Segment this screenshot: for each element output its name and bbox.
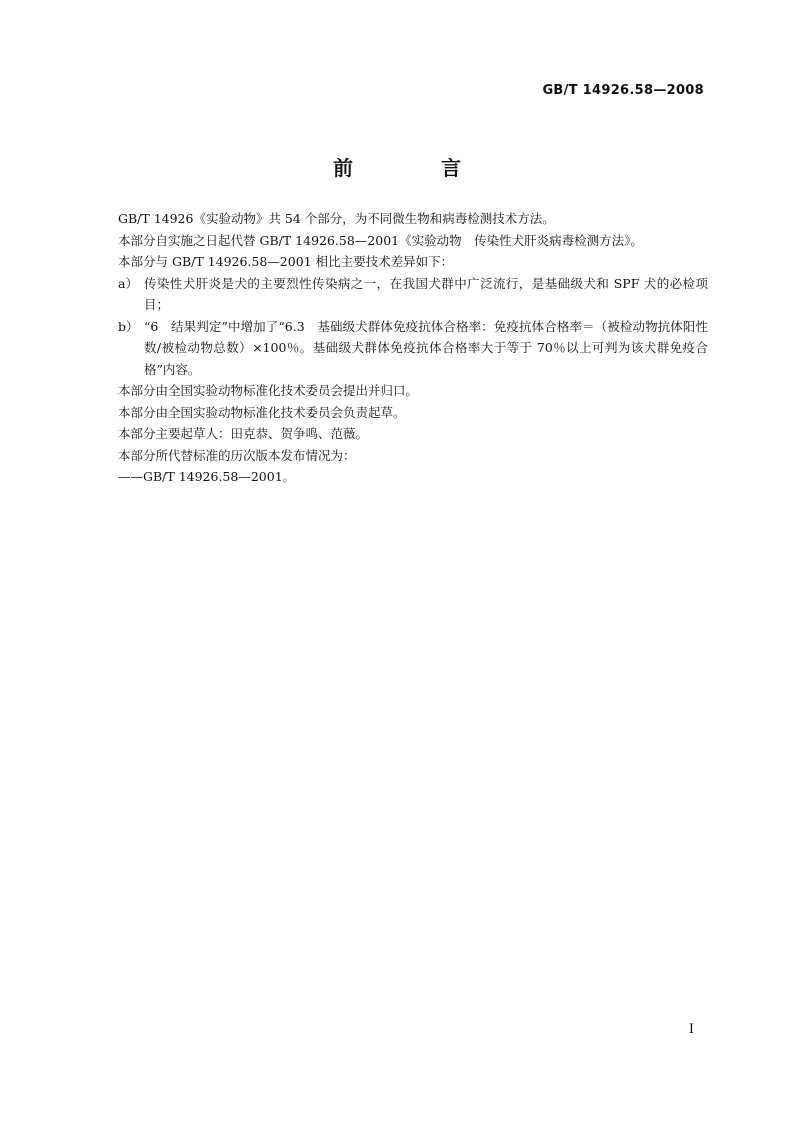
list-marker: b） — [118, 318, 139, 334]
list-marker: a） — [118, 275, 138, 291]
paragraph-history-intro: 本部分所代替标准的历次版本发布情况为： — [118, 447, 356, 463]
list-item-b — [118, 316, 708, 381]
list-text: “6 结果判定”中增加了“6.3 基础级犬群体免疫抗体合格率：免疫抗体合格率＝（被检动物抗体阳性数/被检动物总数）×100％。基础级犬群体免疫抗体合格率大于等于 70％以上可判为该犬群免疫合格”内容。 — [144, 318, 708, 377]
paragraph-history-item: ——GB/T 14926.58—2001。 — [118, 469, 296, 484]
page-number: Ⅰ — [688, 1022, 694, 1037]
paragraph-drafter-org: 本部分由全国实验动物标准化技术委员会负责起草。 — [118, 404, 406, 420]
list-item-a — [118, 273, 708, 316]
foreword-body — [118, 208, 708, 488]
paragraph-replacement: 本部分自实施之日起代替 GB/T 14926.58—2001《实验动物 传染性犬肝炎病毒检测方法》。 — [118, 232, 643, 248]
paragraph-proposer: 本部分由全国实验动物标准化技术委员会提出并归口。 — [118, 383, 419, 398]
page-title: 前 言 — [333, 156, 495, 180]
standard-code: GB/T 14926.58—2008 — [542, 83, 704, 98]
paragraph-differences-intro: 本部分与 GB/T 14926.58—2001 相比主要技术差异如下： — [118, 254, 454, 269]
list-text: 传染性犬肝炎是犬的主要烈性传染病之一，在我国犬群中广泛流行，是基础级犬和 SPF 犬的必检项目； — [144, 275, 708, 312]
paragraph-drafters: 本部分主要起草人：田克恭、贺争鸣、范薇。 — [118, 426, 369, 441]
paragraph-series-description: GB/T 14926《实验动物》共 54 个部分，为不同微生物和病毒检测技术方法。 — [118, 211, 555, 226]
